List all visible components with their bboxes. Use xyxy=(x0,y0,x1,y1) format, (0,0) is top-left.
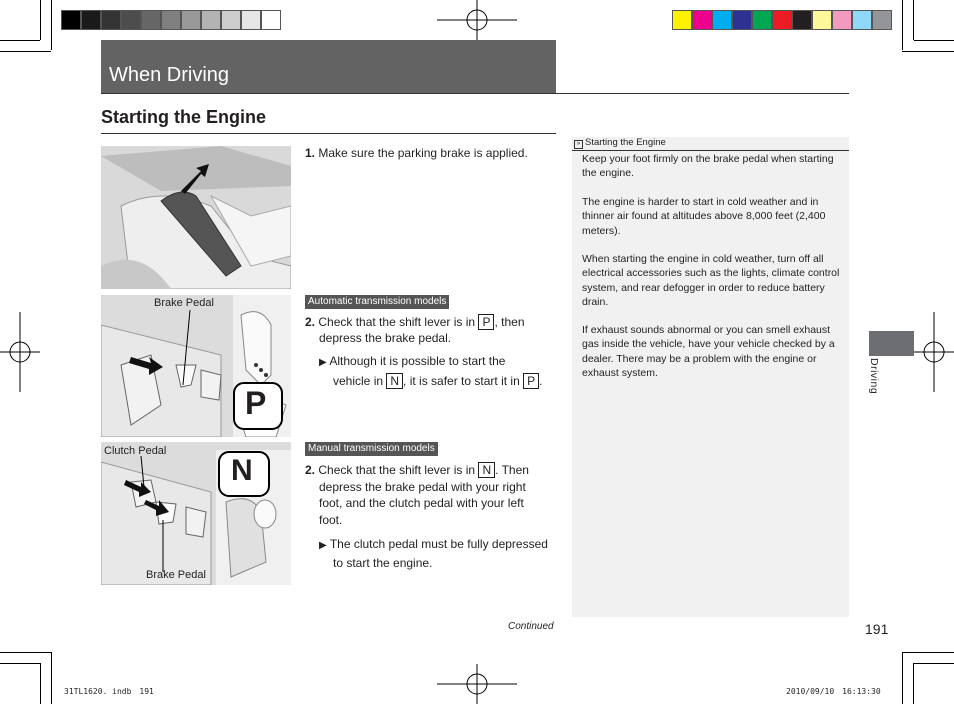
clutch-pedal-label: Clutch Pedal xyxy=(104,445,167,457)
step-2a-text: Check that the shift lever is in xyxy=(318,315,476,329)
sidebar-para-2: The engine is harder to start in cold weather and in thinner air found at altitudes above 8,000 feet (2,400 meters). xyxy=(582,196,826,237)
step-2b-number: 2. xyxy=(305,463,316,477)
step-2b-line3: foot, and the clutch pedal with your left xyxy=(319,496,524,510)
key-n-2: N xyxy=(478,462,495,478)
step-2b-text-post: . Then xyxy=(495,463,529,477)
footer-timestamp: 2010/09/10 16:13:30 xyxy=(786,687,881,696)
step-2b-note-line1: The clutch pedal must be fully depressed xyxy=(329,537,548,551)
step-1 xyxy=(305,145,528,161)
step-2b-line2: depress the brake pedal with your right xyxy=(319,479,526,494)
step-1-number: 1. xyxy=(305,146,316,160)
heading-rule xyxy=(101,133,556,134)
chapter-tab xyxy=(869,331,914,356)
step-2b-note: ▶ The clutch pedal must be fully depressed xyxy=(319,537,548,551)
step-2b-text: Check that the shift lever is in xyxy=(318,463,476,477)
header-rule xyxy=(101,93,849,94)
continued-label: Continued xyxy=(508,621,554,632)
step-2b-note-line2: to start the engine. xyxy=(333,555,433,570)
gear-n-indicator: N xyxy=(231,454,253,487)
brake-pedal-label: Brake Pedal xyxy=(154,297,214,309)
gear-p-indicator: P xyxy=(245,385,267,421)
chapter-tab-label: Driving xyxy=(868,358,880,395)
footer-file-info: 31TL1620. indb 191 xyxy=(64,687,154,696)
key-p: P xyxy=(478,314,494,330)
reference-icon: » xyxy=(574,140,583,149)
step-2a-note-pre: vehicle in xyxy=(333,374,384,388)
step-1-text: Make sure the parking brake is applied. xyxy=(318,146,528,160)
step-2a-note-line1: Although it is possible to start the xyxy=(329,354,506,368)
sidebar-para-3: When starting the engine in cold weather, turn off all electrical accessories such as the lights, climate control system, and rear defogger in order to reduce battery drain. xyxy=(582,253,840,308)
parking-brake-figure xyxy=(101,146,291,289)
step-2-manual xyxy=(305,462,557,571)
section-title: When Driving xyxy=(109,64,230,86)
sidebar-heading-text: Starting the Engine xyxy=(585,137,666,148)
sidebar-heading xyxy=(572,137,849,151)
sidebar-para-1: Keep your foot firmly on the brake pedal when starting the engine. xyxy=(582,153,834,180)
manual-models-tag: Manual transmission models xyxy=(305,442,438,456)
manual-pedals-figure xyxy=(101,442,291,585)
page-heading: Starting the Engine xyxy=(101,107,267,127)
step-2a-text-post: , then xyxy=(494,315,525,329)
step-2a-line2: depress the brake pedal. xyxy=(319,331,452,345)
key-p-2: P xyxy=(523,373,539,389)
key-n: N xyxy=(386,373,403,389)
automatic-models-tag: Automatic transmission models xyxy=(305,295,449,309)
brake-pedal-label-2: Brake Pedal xyxy=(146,569,206,581)
sidebar-para-4: If exhaust sounds abnormal or you can smell exhaust gas inside the vehicle, have your vehicle checked by a dealer. There may be a problem with the engine or exhaust system. xyxy=(582,324,835,379)
step-2b-line4: foot. xyxy=(319,512,343,527)
step-2a-note-mid: , it is safer to start it in xyxy=(403,374,520,388)
step-2a-note-end: . xyxy=(539,374,543,388)
step-2-automatic xyxy=(305,314,555,391)
step-2a-number: 2. xyxy=(305,315,316,329)
automatic-brake-figure xyxy=(101,295,291,437)
page-number: 191 xyxy=(865,621,889,637)
step-2a-note: ▶ Although it is possible to start the vehicle in N , it is safer to start it in P . xyxy=(319,354,543,388)
